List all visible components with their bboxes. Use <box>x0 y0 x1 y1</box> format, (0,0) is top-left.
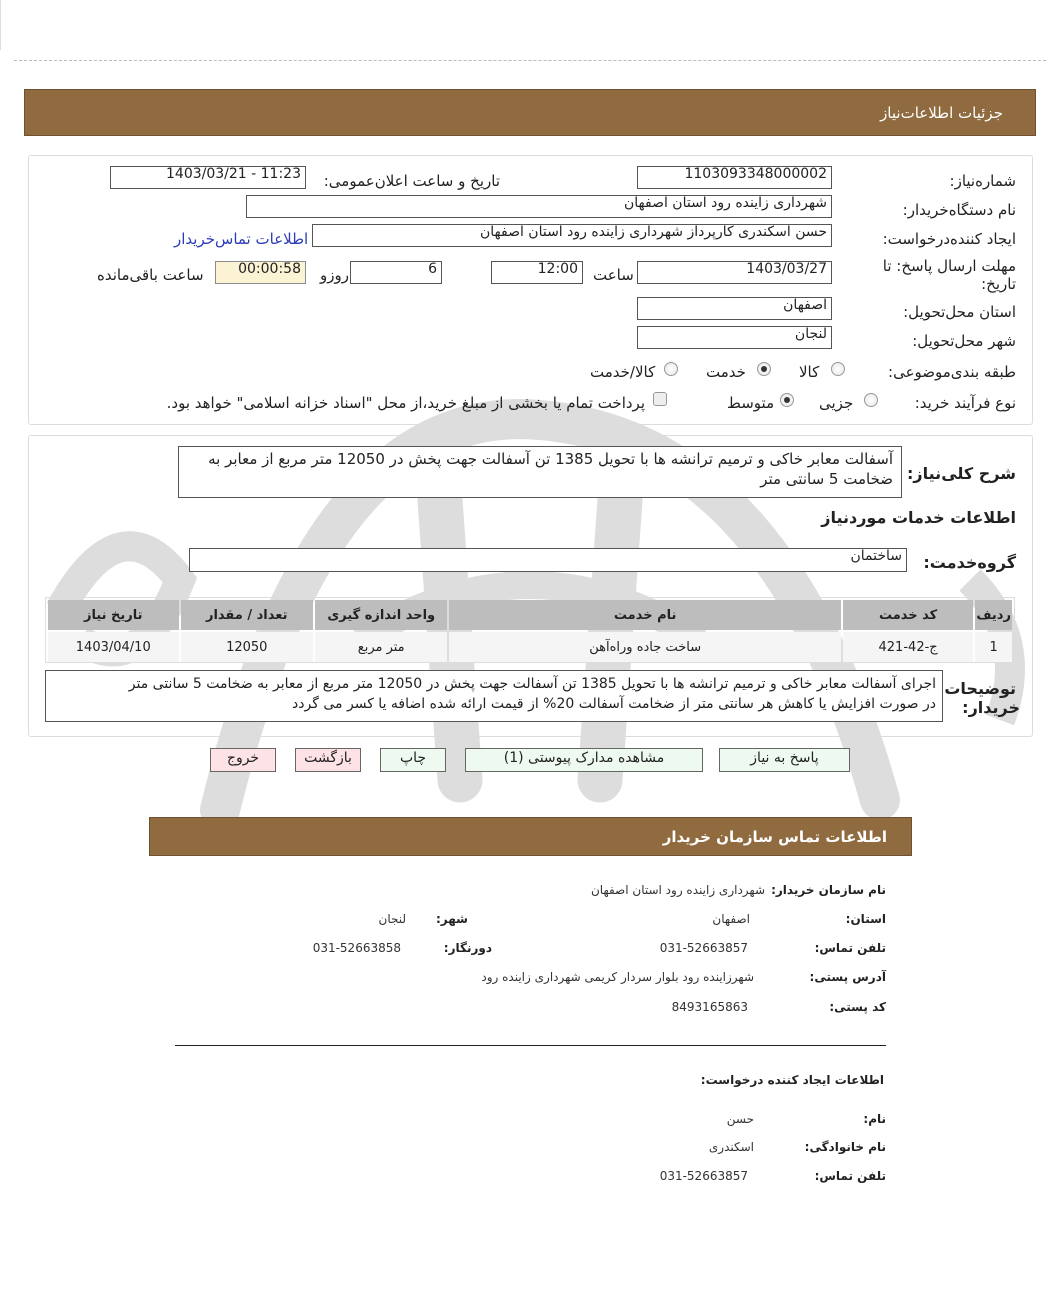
buyer-notes-label-2: خریدار: <box>962 698 1020 717</box>
summary-label: شرح کلی‌نیاز: <box>907 464 1016 483</box>
cell-need-date: 1403/04/10 <box>48 632 179 662</box>
exit-button[interactable]: خروج <box>210 748 276 772</box>
need-number-field[interactable]: 1103093348000002 <box>637 166 832 189</box>
col-need-date: تاریخ نیاز <box>48 600 179 630</box>
creator-phone-value: 031-52663857 <box>659 1169 748 1183</box>
contact-province-label: استان: <box>845 912 886 926</box>
summary-box <box>178 446 902 498</box>
deadline-time-label: ساعت <box>593 266 634 284</box>
remaining-label: ساعت باقی‌مانده <box>97 266 204 284</box>
col-service-name: نام خدمت <box>449 600 840 630</box>
contact-phone-label: تلفن تماس: <box>814 941 886 955</box>
service-group-field[interactable]: ساختمان <box>189 548 907 572</box>
process-option-medium: متوسط <box>727 394 775 412</box>
creator-family-value: اسکندری <box>708 1140 754 1154</box>
city-label: شهر محل‌تحویل: <box>912 332 1016 350</box>
services-title: اطلاعات خدمات موردنیاز <box>821 508 1016 527</box>
process-radio-minor[interactable] <box>864 393 878 407</box>
buyer-notes-box <box>45 670 943 722</box>
contact-postal-value: 8493165863 <box>671 1000 748 1014</box>
creator-name-label: نام: <box>863 1112 886 1126</box>
table-header-row <box>48 600 1012 630</box>
category-radio-goods[interactable] <box>831 362 845 376</box>
announce-field[interactable]: 1403/03/21 - 11:23 <box>110 166 306 189</box>
creator-family-label: نام خانوادگی: <box>804 1140 886 1154</box>
col-quantity: تعداد / مقدار <box>181 600 313 630</box>
creator-info-title: اطلاعات ایجاد کننده درخواست: <box>700 1073 884 1087</box>
summary-line-2: ضخامت 5 سانتی متر <box>760 470 893 488</box>
details-header <box>24 89 1036 136</box>
creator-phone-label: تلفن تماس: <box>814 1169 886 1183</box>
category-label: طبقه بندی‌موضوعی: <box>888 363 1016 381</box>
buyer-org-field[interactable]: شهرداری زاینده رود استان اصفهان <box>246 195 832 218</box>
services-table <box>46 598 1014 664</box>
creator-field[interactable]: حسن اسکندری کارپرداز شهرداری زاینده رود استان اصفهان <box>312 224 832 247</box>
reply-button[interactable]: پاسخ به نیاز <box>719 748 850 772</box>
cell-unit: متر مربع <box>315 632 447 662</box>
days-field[interactable]: 6 <box>350 261 442 284</box>
days-label: روزو <box>320 266 349 284</box>
process-option-minor: جزیی <box>819 394 854 412</box>
contact-phone-value: 031-52663857 <box>659 941 748 955</box>
contact-header <box>149 817 912 856</box>
treasury-payment-checkbox[interactable] <box>653 392 667 406</box>
category-option-goods-service: کالا/خدمت <box>590 363 656 381</box>
cell-row-number: 1 <box>975 632 1012 662</box>
attachments-button[interactable]: مشاهده مدارک پیوستی (1) <box>465 748 703 772</box>
contact-org-value: شهرداری زاینده رود استان اصفهان <box>590 883 765 897</box>
print-button[interactable]: چاپ <box>380 748 446 772</box>
contact-province-value: اصفهان <box>712 912 750 926</box>
cell-service-code: ج-42-421 <box>843 632 973 662</box>
contact-city-label: شهر: <box>436 912 468 926</box>
need-number-label: شماره‌نیاز: <box>949 172 1016 190</box>
col-unit: واحد اندازه گیری <box>315 600 447 630</box>
creator-name-value: حسن <box>726 1112 754 1126</box>
province-field[interactable]: اصفهان <box>637 297 832 320</box>
buyer-notes-label: توضیحات <box>944 679 1016 698</box>
contact-postal-label: کد پستی: <box>829 1000 886 1014</box>
table-row <box>48 632 1012 662</box>
details-header-title: جزئیات اطلاعات‌نیاز <box>880 104 1003 122</box>
contact-org-label: نام سازمان خریدار: <box>771 883 886 897</box>
announce-label: تاریخ و ساعت اعلان‌عمومی: <box>323 172 500 190</box>
process-radio-medium[interactable] <box>780 393 794 407</box>
col-service-code: کد خدمت <box>843 600 973 630</box>
col-row-number: ردیف <box>975 600 1012 630</box>
back-button[interactable]: بازگشت <box>295 748 361 772</box>
cell-quantity: 12050 <box>181 632 313 662</box>
contact-divider <box>175 1045 886 1046</box>
deadline-date-field[interactable]: 1403/03/27 <box>637 261 832 284</box>
buyer-contact-link[interactable]: اطلاعات تماس‌خریدار <box>174 230 309 248</box>
province-label: استان محل‌تحویل: <box>903 303 1016 321</box>
deadline-time-field[interactable]: 12:00 <box>491 261 583 284</box>
top-divider <box>14 60 1046 61</box>
window-edge <box>0 0 1 50</box>
contact-fax-value: 031-52663858 <box>312 941 401 955</box>
category-radio-service[interactable] <box>757 362 771 376</box>
buyer-notes-line-2: در صورت افزایش یا کاهش هر سانتی متر از ضخامت آسفالت 20% از قیمت ارائه شده اضافه یا کسر می گردد <box>292 696 936 712</box>
service-group-label: گروه‌خدمت: <box>923 553 1016 572</box>
remaining-time-field: 00:00:58 <box>215 261 306 284</box>
category-option-service: خدمت <box>706 363 746 381</box>
buyer-notes-line-1: اجرای آسفالت معابر خاکی و ترمیم ترانشه ها با تحویل 1385 تن آسفالت جهت پخش در 12050 متر مربع از معابر به ضخامت 5 سانتی متر <box>128 676 936 692</box>
treasury-payment-note: پرداخت تمام یا بخشی از مبلغ خرید،از محل "اسناد خزانه اسلامی" خواهد بود. <box>166 394 645 412</box>
process-label: نوع فرآیند خرید: <box>914 394 1016 412</box>
deadline-label: مهلت ارسال پاسخ: تا <box>882 257 1016 275</box>
summary-line-1: آسفالت معابر خاکی و ترمیم ترانشه ها با تحویل 1385 تن آسفالت جهت پخش در 12050 متر مربع از معابر به <box>208 450 893 468</box>
deadline-date-label: تاریخ: <box>981 275 1016 293</box>
cell-service-name: ساخت جاده وراه‌آهن <box>449 632 840 662</box>
category-radio-goods-service[interactable] <box>664 362 678 376</box>
contact-city-value: لنجان <box>378 912 406 926</box>
contact-address-value: شهرزاینده رود بلوار سردار کریمی شهرداری زاینده رود <box>481 970 754 984</box>
category-option-goods: کالا <box>799 363 820 381</box>
contact-header-title: اطلاعات تماس سازمان خریدار <box>662 828 887 846</box>
contact-fax-label: دورنگار: <box>443 941 492 955</box>
buyer-org-label: نام دستگاه‌خریدار: <box>902 201 1016 219</box>
contact-address-label: آدرس پستی: <box>809 970 886 984</box>
city-field[interactable]: لنجان <box>637 326 832 349</box>
creator-label: ایجاد کننده‌درخواست: <box>882 230 1016 248</box>
